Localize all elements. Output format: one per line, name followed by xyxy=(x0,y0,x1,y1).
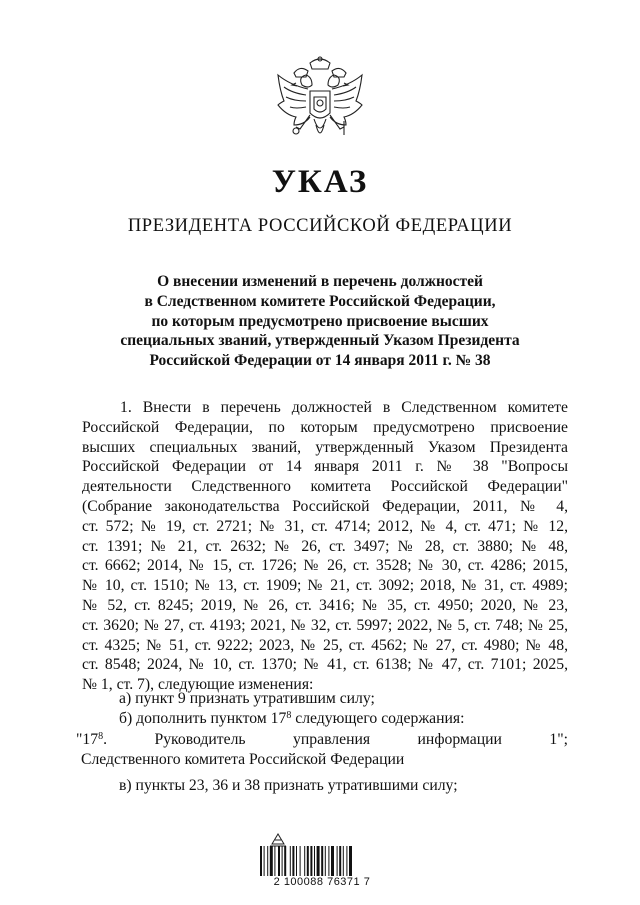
paragraph-line: 1. Внести в перечень должностей в Следственном комитете xyxy=(120,399,568,416)
entry-title-word: Руководитель xyxy=(154,731,246,748)
barcode-number: 2 100088 76371 7 xyxy=(273,876,371,888)
item-b xyxy=(119,709,465,729)
entry-title-word: управления xyxy=(293,731,371,748)
heading-line: Российской Федерации от 14 января 2011 г. № 38 xyxy=(149,352,491,370)
paragraph-1 xyxy=(82,398,568,695)
entry-row xyxy=(76,730,568,750)
paragraph-line: ст. 1391; № 21, ст. 2632; № 26, ст. 3497; № 28, ст. 3880; № 48, xyxy=(82,537,568,555)
heading-line: по которым предусмотрено присвоение высших xyxy=(151,312,489,330)
entry-continuation: Следственного комитета Российской Федерации xyxy=(81,750,405,768)
entry-number-superscript: 8 xyxy=(98,731,104,742)
item-b-text: б) дополнить пунктом 17 xyxy=(119,710,287,727)
heading-line: О внесении изменений в перечень должностей xyxy=(157,273,483,290)
paragraph-line: Российской Федерации, по которым предусмотрено присвоение xyxy=(82,418,568,436)
heading-line: в Следственном комитете Российской Федерации, xyxy=(144,292,496,310)
barcode-icon xyxy=(258,846,378,876)
paragraph-line: (Собрание законодательства Российской Федерации, 2011, № 4, xyxy=(82,497,568,515)
position-entry xyxy=(76,730,568,770)
paragraph-line: Российской Федерации от 14 января 2011 г. № 38 "Вопросы xyxy=(82,458,568,476)
paragraph-line: высших специальных званий, утвержденный Указом Президента xyxy=(82,438,568,456)
entry-count: 1"; xyxy=(549,731,568,748)
item-b-superscript: 8 xyxy=(286,710,292,721)
paragraph-line: ст. 572; № 19, ст. 2721; № 31, ст. 4714; 2012, № 4, ст. 471; № 12, xyxy=(82,517,568,535)
paragraph-line: № 52, ст. 8245; 2019, № 26, ст. 3416; № 35, ст. 4950; 2020, № 23, xyxy=(82,596,568,614)
coat-of-arms-icon xyxy=(272,55,368,155)
entry-title-word: информации xyxy=(417,731,502,748)
entry-number-text: "17 xyxy=(76,731,99,748)
paragraph-line: ст. 8548; 2024, № 10, ст. 1370; № 41, ст. 6138; № 47, ст. 7101; 2025, xyxy=(82,656,568,674)
item-b-text-end: следующего содержания: xyxy=(291,710,465,727)
item-v: в) пункты 23, 36 и 38 признать утратившими силу; xyxy=(119,777,458,794)
paragraph-line: ст. 6662; 2014, № 15, ст. 1726; № 26, ст. 3528; № 30, ст. 4286; 2015, xyxy=(82,557,568,575)
entry-number-dot: . xyxy=(103,731,108,748)
paragraph-line: № 1, ст. 7), следующие изменения: xyxy=(82,676,314,694)
paragraph-line: деятельности Следственного комитета Российской Федерации" xyxy=(82,478,568,496)
paragraph-line: ст. 3620; № 27, ст. 4193; 2021, № 32, ст. 5997; 2022, № 5, ст. 748; № 25, xyxy=(82,616,568,634)
item-a: а) пункт 9 признать утратившим силу; xyxy=(119,690,375,707)
entry-number xyxy=(76,730,107,750)
paragraph-line: № 10, ст. 1510; № 13, ст. 1909; № 21, ст. 3092; 2018, № 31, ст. 4989; xyxy=(82,577,568,595)
paragraph-line: ст. 4325; № 51, ст. 9222; 2023, № 25, ст. 4562; № 27, ст. 4980; № 48, xyxy=(82,636,568,654)
heading-line: специальных званий, утвержденный Указом Президента xyxy=(120,332,520,350)
document-title: УКАЗ xyxy=(271,164,369,200)
document-issuer: ПРЕЗИДЕНТА РОССИЙСКОЙ ФЕДЕРАЦИИ xyxy=(127,216,513,236)
document-heading xyxy=(100,272,540,371)
